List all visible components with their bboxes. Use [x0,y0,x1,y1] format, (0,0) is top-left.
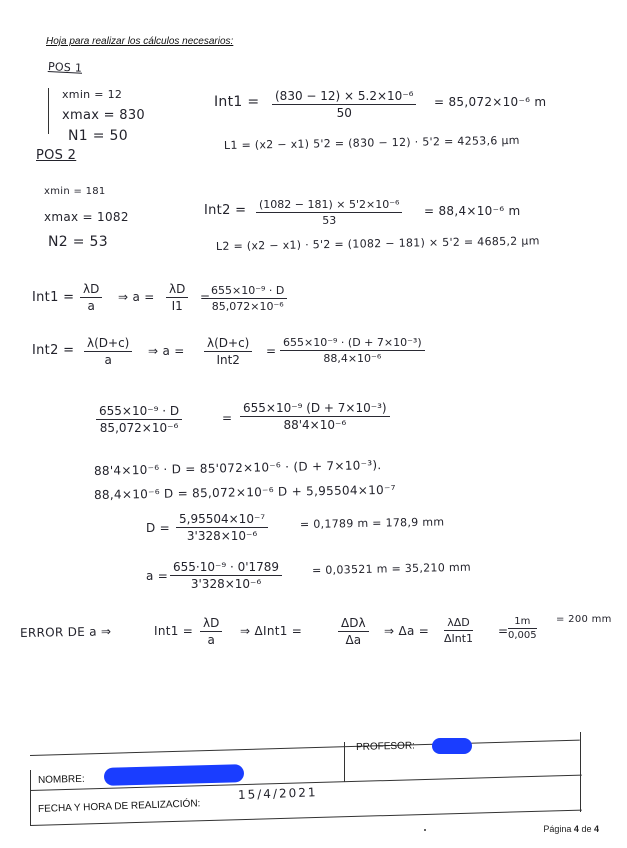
pos2-int-fraction [256,198,402,227]
error-f2-den: Δa [345,633,362,647]
eq1-fraction-2 [166,282,188,313]
eq3-f1-num: 655×10⁻⁹ · D [96,404,182,420]
form-right-border [580,732,581,812]
eq6-result: = 0,1789 m = 178,9 mm [299,515,445,531]
eq1-fraction-3 [208,284,287,313]
eq2-f3-num: 655×10⁻⁹ · (D + 7×10⁻³) [280,336,425,351]
page-number-sep: de [581,824,592,834]
error-f3-den: ΔInt1 [444,632,474,645]
nombre-label: NOMBRE: [37,773,85,786]
eq1-lhs: Int1 = [32,290,75,305]
eq7-result: = 0,03521 m = 35,210 mm [311,560,472,577]
error-f1-den: a [207,633,215,647]
eq1-f3-num: 655×10⁻⁹ · D [208,284,287,299]
form-left-border [30,770,31,826]
pos1-xmax: xmax = 830 [62,108,145,123]
eq1-fraction-1 [80,282,102,313]
eq1-equals: = [200,290,211,304]
eq2-equals: = [266,344,277,358]
error-lhs: Int1 = [154,624,194,638]
pos1-int-denominator: 50 [336,106,352,120]
pos2-int-denominator: 53 [322,214,337,227]
eq3-f2-num: 655×10⁻⁹ (D + 7×10⁻³) [240,401,390,417]
error-f2-num: ΔDλ [338,616,369,632]
pos1-int-numerator: (830 − 12) × 5.2×10⁻⁶ [272,89,416,105]
eq4: 88'4×10⁻⁶ · D = 85'072×10⁻⁶ · (D + 7×10⁻³). [93,457,382,478]
error-f4-num: 1m [508,616,537,629]
eq1-f3-den: 85,072×10⁻⁶ [211,300,284,313]
pos2-int-lhs: Int2 = [204,203,247,218]
pos2-xmax: xmax = 1082 [44,210,129,224]
eq7-fraction [170,560,282,591]
page-number [543,824,599,834]
pos2-int-result: = 88,4×10⁻⁶ m [424,204,521,218]
pos2-int-numerator: (1082 − 181) × 5'2×10⁻⁶ [256,198,402,213]
eq2-fraction-3 [280,336,425,365]
eq1-f1-num: λD [80,282,102,298]
eq7-den: 3'328×10⁻⁶ [190,577,262,591]
pos1-xmin: xmin = 12 [62,88,123,101]
eq3-fraction-1 [96,404,182,435]
pos1-length: L1 = (x2 − x1) 5'2 = (830 − 12) · 5'2 = 4253,6 µm [223,133,520,152]
scan-speck [424,829,426,831]
pos1-int-fraction [272,89,416,120]
error-label: ERROR DE a ⇒ [19,624,112,640]
error-fraction-2 [338,616,369,647]
error-arrow-1: ⇒ ΔInt1 = [240,624,303,638]
pos2-label: POS 2 [36,148,77,163]
eq7-num: 655·10⁻⁹ · 0'1789 [170,560,282,576]
pos2-xmin: xmin = 181 [44,186,106,197]
page-number-prefix: Página [543,824,572,834]
nombre-redaction [104,764,244,786]
eq2-f3-den: 88,4×10⁻⁶ [323,352,382,365]
form-top-border [30,740,580,756]
eq6-num: 5,95504×10⁻⁷ [176,512,268,528]
pos1-int-result: = 85,072×10⁻⁶ m [434,95,547,109]
eq6-fraction [176,512,268,543]
fecha-value: 15/4/2021 [237,785,318,802]
eq3-equals: = [222,411,233,425]
pos2-length: L2 = (x2 − x1) · 5'2 = (1082 − 181) × 5'2 = 4685,2 µm [215,234,540,253]
pos2-n: N2 = 53 [48,234,108,250]
eq2-f1-num: λ(D+c) [84,336,132,352]
page-number-total: 4 [593,824,599,834]
eq2-lhs: Int2 = [32,343,75,358]
profesor-label: PROFESOR: [355,740,416,753]
eq2-f1-den: a [104,353,112,367]
eq7-lhs: a = [146,569,169,583]
eq2-fraction-2 [204,336,252,367]
error-fraction-3 [444,616,473,645]
error-f1-num: λD [200,616,222,632]
eq5: 88,4×10⁻⁶ D = 85,072×10⁻⁶ D + 5,95504×10⁻⁷ [93,482,396,502]
eq3-fraction-2 [240,401,390,432]
error-equals: = [498,624,509,638]
error-arrow-2: ⇒ Δa = [384,624,430,638]
pos1-int-lhs: Int1 = [214,94,260,110]
eq3-f1-den: 85,072×10⁻⁶ [99,421,179,435]
pos1-n: N1 = 50 [68,128,128,144]
fecha-label: FECHA Y HORA DE REALIZACIÓN: [37,798,201,815]
eq1-arrow: ⇒ a = [118,290,155,304]
profesor-redaction [432,738,472,754]
eq2-f2-den: Int2 [216,353,240,367]
pos1-brace [48,88,55,134]
error-f4-den: 0,005 [508,630,537,641]
eq6-den: 3'328×10⁻⁶ [186,529,258,543]
form-divider [344,742,345,782]
error-fraction-4 [508,616,537,641]
eq1-f1-den: a [87,299,95,313]
eq3-f2-den: 88'4×10⁻⁶ [283,418,347,432]
eq6-lhs: D = [146,521,171,535]
page-number-current: 4 [573,824,579,834]
eq1-f2-num: λD [166,282,188,298]
error-fraction-1 [200,616,222,647]
eq2-f2-num: λ(D+c) [204,336,252,352]
page-header: Hoja para realizar los cálculos necesarios: [46,36,234,47]
error-f3-num: λΔD [444,616,473,631]
eq2-fraction-1 [84,336,132,367]
eq1-f2-den: I1 [171,299,183,313]
error-result: = 200 mm [556,614,612,625]
pos1-label: POS 1 [47,60,83,75]
eq2-arrow: ⇒ a = [148,344,185,358]
